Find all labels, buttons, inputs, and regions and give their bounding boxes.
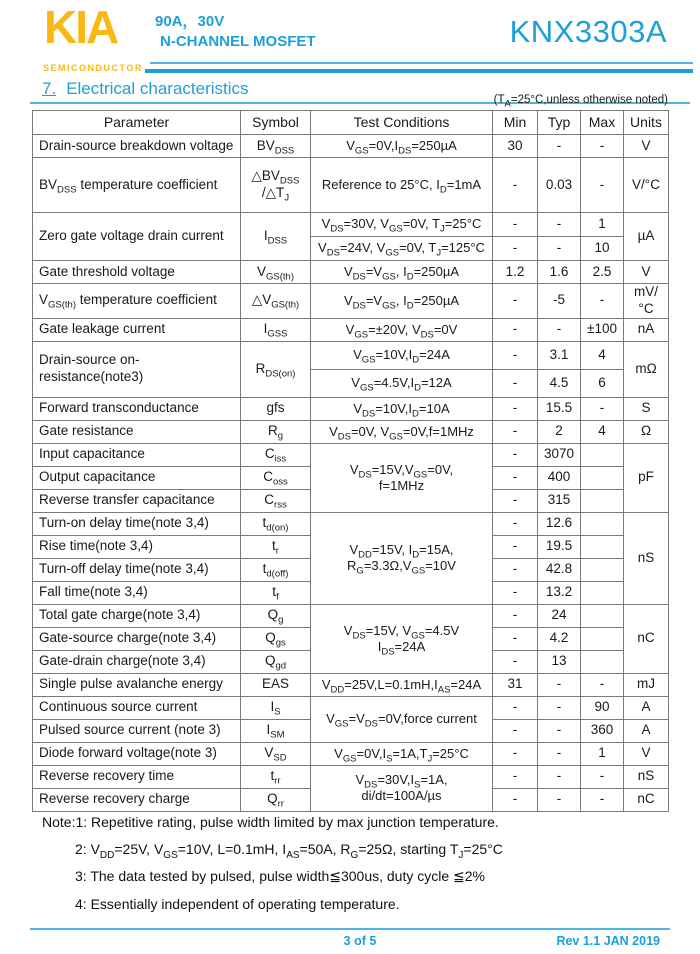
value-cell: 1.2 [493, 261, 538, 284]
column-header: Max [581, 111, 624, 135]
note-text: Essentially independent of operating temperature. [90, 896, 400, 912]
test-conditions-cell: $V_{DS}=15V$, $V_{GS}=4.5V$ $I_{DS}=24A$ [311, 604, 493, 673]
table-head [33, 111, 669, 135]
symbol-cell: $Q_{gd}$ [241, 650, 311, 673]
value-cell: - [493, 627, 538, 650]
symbol-cell: $I_{DSS}$ [241, 213, 311, 261]
value-cell: 3.1 [538, 341, 581, 369]
page-number: 3 of 5 [343, 934, 377, 948]
value-cell: 4.2 [538, 627, 581, 650]
table-row [33, 604, 669, 627]
value-cell: - [493, 788, 538, 811]
value-cell: 10 [581, 237, 624, 261]
value-cell: - [493, 535, 538, 558]
value-cell: - [581, 673, 624, 696]
value-cell: - [538, 237, 581, 261]
test-conditions-cell: $V_{DS}=15V,V_{GS}=0V$, f=1MHz [311, 443, 493, 512]
parameter-cell: Gate-source charge(note 3,4) [33, 627, 241, 650]
parameter-cell: Turn-on delay time(note 3,4) [33, 512, 241, 535]
table-row [33, 696, 669, 719]
symbol-cell: gfs [241, 397, 311, 420]
value-cell: - [493, 466, 538, 489]
electrical-characteristics-table [32, 110, 669, 812]
value-cell: - [493, 369, 538, 397]
value-cell [581, 443, 624, 466]
value-cell: 6 [581, 369, 624, 397]
parameter-cell: Output capacitance [33, 466, 241, 489]
value-cell: - [538, 673, 581, 696]
value-cell: 4 [581, 341, 624, 369]
value-cell: 400 [538, 466, 581, 489]
value-cell: - [493, 341, 538, 369]
value-cell: - [538, 719, 581, 742]
symbol-cell: EAS [241, 673, 311, 696]
semiconductor-label: SEMICONDUCTOR [43, 63, 143, 73]
test-conditions-cell: $V_{DD}=15V$, $I_D=15A$, $R_G=3.3\Omega,V_{GS}=10V$ [311, 512, 493, 604]
column-header: Symbol [241, 111, 311, 135]
note-line [42, 841, 503, 861]
value-cell: - [493, 237, 538, 261]
header-rule-thin [150, 62, 693, 64]
test-conditions-cell: $V_{DS}=V_{GS}$, $I_D=250\mu A$ [311, 261, 493, 284]
parameter-cell: Reverse transfer capacitance [33, 489, 241, 512]
value-cell: 15.5 [538, 397, 581, 420]
units-cell: nA [624, 318, 669, 341]
test-conditions-cell: $V_{GS}=10V,I_D=24A$ [311, 341, 493, 369]
value-cell: 13 [538, 650, 581, 673]
value-cell: - [538, 135, 581, 158]
header-rule-thick [145, 69, 693, 73]
symbol-cell: $I_{GSS}$ [241, 318, 311, 341]
value-cell [581, 512, 624, 535]
test-conditions-cell: $V_{DS}=30V,I_S=1A$, di/dt=100A/µs [311, 765, 493, 811]
symbol-cell: $V_{GS(th)}$ [241, 261, 311, 284]
table-row [33, 318, 669, 341]
note-label: 2: [75, 841, 91, 857]
header-row [33, 111, 669, 135]
table-row [33, 443, 669, 466]
table-row [33, 765, 669, 788]
value-cell: - [538, 742, 581, 765]
note-text: Repetitive rating, pulse width limited by max junction temperature. [91, 814, 499, 830]
parameter-cell: Turn-off delay time(note 3,4) [33, 558, 241, 581]
units-cell: mΩ [624, 341, 669, 397]
section-title: Electrical characteristics [66, 79, 249, 98]
parameter-cell: Reverse recovery time [33, 765, 241, 788]
note-label: Note:1: [42, 814, 92, 830]
value-cell: 3070 [538, 443, 581, 466]
value-cell: 315 [538, 489, 581, 512]
value-cell: 4 [581, 420, 624, 443]
test-conditions-cell: Reference to 25°C, $I_D=1mA$ [311, 158, 493, 213]
value-cell: - [538, 788, 581, 811]
value-cell [581, 466, 624, 489]
value-cell: 19.5 [538, 535, 581, 558]
value-cell: - [493, 650, 538, 673]
note-line [42, 896, 503, 912]
test-conditions-cell: $V_{DS}=24V$, $V_{GS}=0V$, $T_J=125^\circ C$ [311, 237, 493, 261]
value-cell: - [493, 558, 538, 581]
value-cell: - [493, 443, 538, 466]
notes [42, 814, 503, 923]
test-conditions-cell: $V_{GS}=\pm 20V$, $V_{DS}=0V$ [311, 318, 493, 341]
parameter-cell: Zero gate voltage drain current [33, 213, 241, 261]
units-cell: mJ [624, 673, 669, 696]
table-row [33, 158, 669, 213]
note-label: 4: [75, 896, 91, 912]
units-cell: V [624, 261, 669, 284]
value-cell: 1 [581, 742, 624, 765]
symbol-cell: $C_{iss}$ [241, 443, 311, 466]
symbol-cell: $R_g$ [241, 420, 311, 443]
parameter-cell: Drain-source on-resistance(note3) [33, 341, 241, 397]
value-cell: 0.03 [538, 158, 581, 213]
value-cell: - [581, 788, 624, 811]
kia-logo: KIA [44, 1, 118, 53]
symbol-cell: $C_{oss}$ [241, 466, 311, 489]
symbol-cell: $Q_{rr}$ [241, 788, 311, 811]
test-conditions-cell: $V_{DS}=V_{GS}$, $I_D=250\mu A$ [311, 284, 493, 319]
value-cell: - [493, 742, 538, 765]
units-cell: nS [624, 512, 669, 604]
value-cell: - [538, 696, 581, 719]
value-cell: - [493, 719, 538, 742]
units-cell: µA [624, 213, 669, 261]
parameter-cell: Drain-source breakdown voltage [33, 135, 241, 158]
parameter-cell: Reverse recovery charge [33, 788, 241, 811]
value-cell: 13.2 [538, 581, 581, 604]
current-voltage-rating: 90A，30V [155, 13, 225, 30]
value-cell: -5 [538, 284, 581, 319]
revision-label: Rev 1.1 JAN 2019 [556, 934, 660, 948]
value-cell: 30 [493, 135, 538, 158]
symbol-cell: $I_S$ [241, 696, 311, 719]
value-cell: 360 [581, 719, 624, 742]
value-cell: - [538, 213, 581, 237]
value-cell [581, 627, 624, 650]
units-cell: nC [624, 788, 669, 811]
test-conditions-cell: $V_{DD}=25V,L=0.1mH,I_{AS}=24A$ [311, 673, 493, 696]
value-cell: - [493, 397, 538, 420]
value-cell: - [581, 397, 624, 420]
value-cell [581, 489, 624, 512]
value-cell: - [493, 581, 538, 604]
units-cell: nC [624, 604, 669, 673]
condition-note: ($T_A=25^\circ C,unless$ otherwise noted) [493, 94, 668, 110]
value-cell: 12.6 [538, 512, 581, 535]
value-cell: - [581, 158, 624, 213]
parameter-cell: Diode forward voltage(note 3) [33, 742, 241, 765]
value-cell [581, 650, 624, 673]
table-row [33, 512, 669, 535]
value-cell [581, 558, 624, 581]
value-cell [581, 535, 624, 558]
value-cell: - [493, 213, 538, 237]
table-row [33, 397, 669, 420]
value-cell: - [493, 158, 538, 213]
parameter-cell: Single pulse avalanche energy [33, 673, 241, 696]
symbol-cell: $\triangle V_{GS(th)}$ [241, 284, 311, 319]
test-conditions-cell: $V_{GS}=0V,I_S=1A,T_J=25^\circ C$ [311, 742, 493, 765]
table-row [33, 261, 669, 284]
units-cell: V/°C [624, 158, 669, 213]
column-header: Units [624, 111, 669, 135]
table-row [33, 135, 669, 158]
column-header: Parameter [33, 111, 241, 135]
value-cell [581, 604, 624, 627]
test-conditions-cell: $V_{DS}=10V,I_D=10A$ [311, 397, 493, 420]
symbol-cell: $t_{rr}$ [241, 765, 311, 788]
note-line [42, 868, 503, 885]
value-cell: - [493, 512, 538, 535]
device-type: N-CHANNEL MOSFET [160, 33, 316, 50]
test-conditions-cell: $V_{GS}=0V,I_{DS}=250\mu A$ [311, 135, 493, 158]
value-cell: - [581, 284, 624, 319]
test-conditions-cell: $V_{GS}=V_{DS}=0V,force$ current [311, 696, 493, 742]
value-cell: 2.5 [581, 261, 624, 284]
value-cell: - [538, 318, 581, 341]
units-cell: A [624, 696, 669, 719]
symbol-cell: $Q_g$ [241, 604, 311, 627]
column-header: Min [493, 111, 538, 135]
value-cell: 31 [493, 673, 538, 696]
test-conditions-cell: $V_{GS}=4.5V,I_D=12A$ [311, 369, 493, 397]
parameter-cell: $BV_{DSS}$ temperature coefficient [33, 158, 241, 213]
symbol-cell: $BV_{DSS}$ [241, 135, 311, 158]
value-cell: - [581, 135, 624, 158]
note-text: $V_{DD}=25V$, $V_{GS}=10V$, L=0.1mH, $I_{AS}=50A$, $R_G=25\Omega$, starting $T_J=25^\circ C$ [90, 841, 503, 861]
table-row [33, 284, 669, 319]
parameter-cell: Gate resistance [33, 420, 241, 443]
value-cell: 90 [581, 696, 624, 719]
symbol-cell: $t_{d(on)}$ [241, 512, 311, 535]
column-header: Typ [538, 111, 581, 135]
units-cell: Ω [624, 420, 669, 443]
parameter-cell: Gate threshold voltage [33, 261, 241, 284]
value-cell: - [493, 765, 538, 788]
parameter-cell: $V_{GS(th)}$ temperature coefficient [33, 284, 241, 319]
value-cell: - [493, 489, 538, 512]
note-text: The data tested by pulsed, pulse width≦300us, duty cycle ≦2% [90, 868, 485, 884]
units-cell: pF [624, 443, 669, 512]
value-cell: ±100 [581, 318, 624, 341]
symbol-cell: $V_{SD}$ [241, 742, 311, 765]
value-cell: - [493, 604, 538, 627]
value-cell: - [493, 284, 538, 319]
table-body [33, 135, 669, 812]
footer-divider [30, 928, 670, 930]
parameter-cell: Pulsed source current (note 3) [33, 719, 241, 742]
parameter-cell: Fall time(note 3,4) [33, 581, 241, 604]
units-cell: V [624, 742, 669, 765]
test-conditions-cell: $V_{DS}=30V$, $V_{GS}=0V$, $T_J=25^\circ C$ [311, 213, 493, 237]
table-row [33, 213, 669, 237]
symbol-cell: $t_f$ [241, 581, 311, 604]
section-number: 7. [42, 79, 57, 98]
value-cell: - [493, 696, 538, 719]
value-cell: 2 [538, 420, 581, 443]
units-cell: S [624, 397, 669, 420]
table-row [33, 742, 669, 765]
table-row [33, 420, 669, 443]
test-conditions-cell: $V_{DS}=0V$, $V_{GS}=0V,f=1MHz$ [311, 420, 493, 443]
symbol-cell: $Q_{gs}$ [241, 627, 311, 650]
units-cell: V [624, 135, 669, 158]
value-cell [581, 581, 624, 604]
value-cell: 1 [581, 213, 624, 237]
value-cell: 24 [538, 604, 581, 627]
parameter-cell: Total gate charge(note 3,4) [33, 604, 241, 627]
part-number: KNX3303A [509, 14, 667, 49]
parameter-cell: Forward transconductance [33, 397, 241, 420]
value-cell: 1.6 [538, 261, 581, 284]
parameter-cell: Gate leakage current [33, 318, 241, 341]
table-row [33, 673, 669, 696]
column-header: Test Conditions [311, 111, 493, 135]
units-cell: nS [624, 765, 669, 788]
symbol-cell: $R_{DS(on)}$ [241, 341, 311, 397]
parameter-cell: Input capacitance [33, 443, 241, 466]
symbol-cell: $I_{SM}$ [241, 719, 311, 742]
value-cell: - [493, 420, 538, 443]
value-cell: - [493, 318, 538, 341]
note-line [42, 814, 503, 830]
note-label: 3: [75, 868, 91, 884]
symbol-cell: $\triangle BV_{DSS}$ $/\triangle T_J$ [241, 158, 311, 213]
section-heading [42, 79, 249, 99]
value-cell: 42.8 [538, 558, 581, 581]
units-cell: A [624, 719, 669, 742]
value-cell: - [581, 765, 624, 788]
parameter-cell: Continuous source current [33, 696, 241, 719]
units-cell: mV/°C [624, 284, 669, 319]
symbol-cell: $t_r$ [241, 535, 311, 558]
value-cell: - [538, 765, 581, 788]
parameter-cell: Gate-drain charge(note 3,4) [33, 650, 241, 673]
parameter-cell: Rise time(note 3,4) [33, 535, 241, 558]
table-row [33, 341, 669, 369]
symbol-cell: $C_{rss}$ [241, 489, 311, 512]
value-cell: 4.5 [538, 369, 581, 397]
symbol-cell: $t_{d(off)}$ [241, 558, 311, 581]
